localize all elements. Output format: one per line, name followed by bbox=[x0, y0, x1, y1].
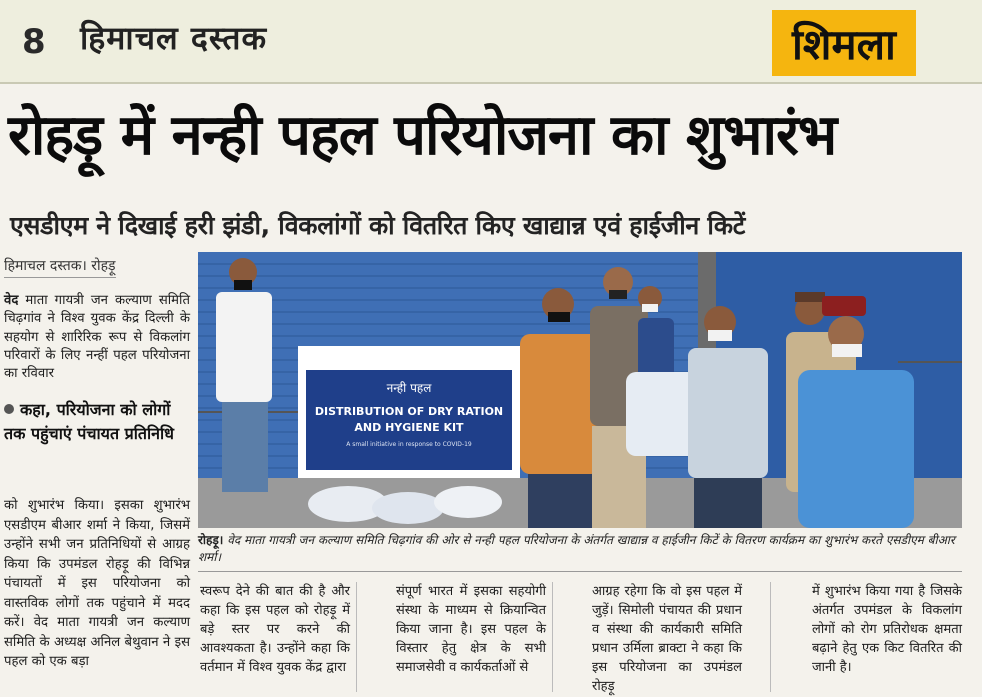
paper-name: हिमाचल दस्तक bbox=[80, 19, 268, 57]
banner-line-1: DISTRIBUTION OF DRY RATION bbox=[314, 405, 504, 418]
caption-divider bbox=[198, 571, 962, 572]
article-column-1b: को शुभारंभ किया। इसका शुभारंभ एसडीएम बीआर शर्मा ने किया, जिसमें उन्होंने सभी जन प्रतिनिधियों से आग्रह किया कि उपमंडल रोहड़ू की विभिन्न पंचायतों में इस परियोजना को वास्तविक लोगों तक पहुंचाने में मदद करें। वेद माता गायत्री जन कल्याण समिति के अध्यक्ष अनिल बेथुवान ने इस पहल को एक बड़ा bbox=[4, 498, 190, 669]
caption-text: वेद माता गायत्री जन कल्याण समिति चिढ़गांव की ओर से नन्ही पहल परियोजना के अंतर्गत खाद्यान्न व हाईजीन किटें के वितरण कार्यक्रम का शुभारंभ करते एसडीएम बीआर शर्मा। bbox=[198, 533, 955, 564]
banner-title: नन्ही पहल bbox=[386, 381, 432, 395]
page-header bbox=[0, 0, 982, 84]
article-column-3: संपूर्ण भारत में इसका सहयोगी संस्था के माध्यम से क्रियान्वित किया जाना है। इस पहल के विस्तार हेतु क्षेत्र के सभी समाजसेवी व कार्यकर्ताओं से bbox=[396, 584, 546, 675]
column-divider bbox=[770, 582, 771, 692]
caption-place: रोहड़ू। bbox=[198, 533, 224, 547]
photo-caption bbox=[198, 532, 962, 566]
pull-quote bbox=[4, 398, 190, 446]
column-divider bbox=[356, 582, 357, 692]
photo-scene bbox=[198, 252, 962, 528]
subheadline: एसडीएम ने दिखाई हरी झंडी, विकलांगों को वितरित किए खाद्यान्न एवं हाईजीन किटें bbox=[10, 211, 746, 240]
person-left bbox=[216, 258, 272, 492]
column-divider bbox=[552, 582, 553, 692]
city-tag: शिमला bbox=[772, 10, 916, 76]
article-column-1a bbox=[4, 292, 190, 383]
article-column-2: स्वरूप देने की बात की है और कहा कि इस पहल को रोहड़ू में बड़े स्तर पर करने की आवश्यकता है। उन्होंने कहा कि वर्तमान में विश्व युवक केंद्र द्वारा bbox=[200, 584, 350, 675]
bullet-dot-icon bbox=[4, 404, 14, 414]
article-column-4: आग्रह रहेगा कि वो इस पहल में जुड़ें। सिमोली पंचायत की प्रधान व संस्था की कार्यकारी समिति प्रधान उर्मिला ब्राक्टा ने कहा कि इस परियोजना का उपमंडल रोहड़ू bbox=[592, 584, 742, 694]
banner-line-2: AND HYGIENE KIT bbox=[354, 421, 464, 434]
dateline: हिमाचल दस्तक। रोहड़ू bbox=[4, 256, 116, 278]
col1-a-text: माता गायत्री जन कल्याण समिति चिढ़गांव ने विश्व युवक केंद्र दिल्ली के सहयोग से शारिरिक रूप से विकलांग परिवारों के लिए नन्हीं पहल परियोजना का रविवार bbox=[4, 293, 190, 382]
news-photo bbox=[198, 252, 962, 528]
article-column-5: में शुभारंभ किया गया है जिसके अंतर्गत उपमंडल के विकलांग लोगों को रोग प्रतिरोधक क्षमता बढ़ाने हेतु एक किट वितरित की जानी है। bbox=[812, 584, 962, 675]
banner-small-text: A small initiative in response to COVID-19 bbox=[346, 441, 472, 448]
page-number: 8 bbox=[22, 22, 46, 62]
lead-word: वेद bbox=[4, 293, 19, 308]
headline: रोहड़ू में नन्ही पहल परियोजना का शुभारंभ bbox=[8, 103, 837, 168]
pull-quote-text: कहा, परियोजना को लोगों तक पहुंचाएं पंचायत प्रतिनिधि bbox=[4, 400, 175, 443]
